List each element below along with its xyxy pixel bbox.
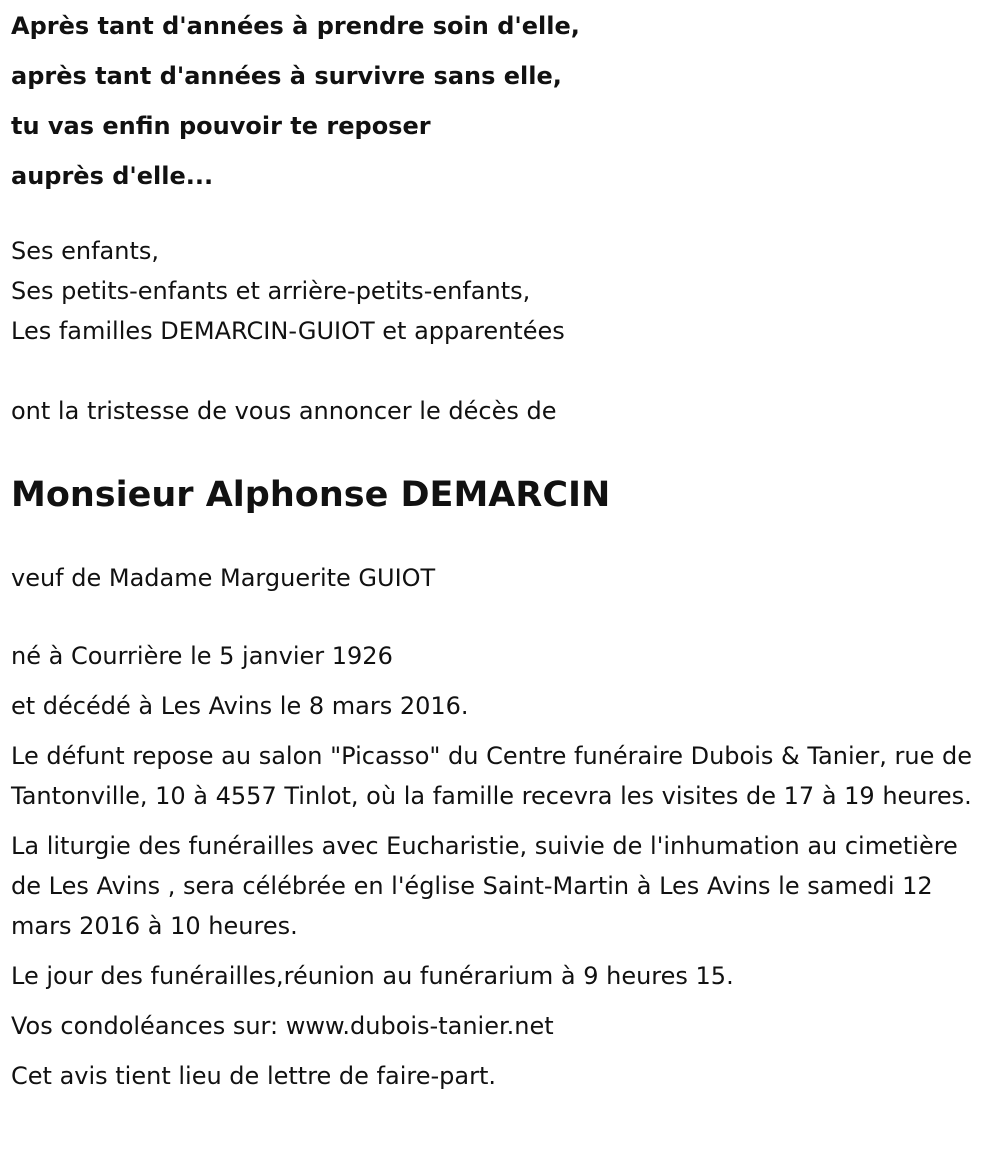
- announcement-text: ont la tristesse de vous annoncer le décès de: [11, 397, 557, 425]
- family-list: [11, 231, 986, 351]
- notice-info: Cet avis tient lieu de lettre de faire-part.: [11, 1062, 496, 1090]
- liturgy-info: La liturgie des funérailles avec Eucharistie, suivie de l'inhumation au cimetière de Les Avins , sera célébrée en l'église Saint-Martin à Les Avins le samedi 12 mars 2016 à 10 heures.: [11, 832, 958, 940]
- death-info: et décédé à Les Avins le 8 mars 2016.: [11, 692, 469, 720]
- poem-line-4: auprès d'elle...: [11, 162, 214, 190]
- poem-line-2: après tant d'années à survivre sans elle,: [11, 62, 562, 90]
- obituary-notice: [11, 0, 986, 1096]
- birth-info: né à Courrière le 5 janvier 1926: [11, 642, 393, 670]
- poem-line-1: Après tant d'années à prendre soin d'elle,: [11, 12, 580, 40]
- poem: [11, 0, 986, 201]
- visitation-info: Le défunt repose au salon "Picasso" du Centre funéraire Dubois & Tanier, rue de Tantonville, 10 à 4557 Tinlot, où la famille recevra les visites de 17 à 19 heures.: [11, 742, 972, 810]
- condolences-info: Vos condoléances sur: www.dubois-tanier.net: [11, 1012, 554, 1040]
- widower-of: veuf de Madame Marguerite GUIOT: [11, 564, 436, 592]
- family-children: Ses enfants,: [11, 237, 160, 265]
- meeting-info: Le jour des funérailles,réunion au funérarium à 9 heures 15.: [11, 962, 734, 990]
- poem-line-3: tu vas enfin pouvoir te reposer: [11, 112, 431, 140]
- family-grandchildren: Ses petits-enfants et arrière-petits-enfants,: [11, 277, 531, 305]
- deceased-name: Monsieur Alphonse DEMARCIN: [11, 475, 611, 515]
- family-relatives: Les familles DEMARCIN-GUIOT et apparentées: [11, 317, 565, 345]
